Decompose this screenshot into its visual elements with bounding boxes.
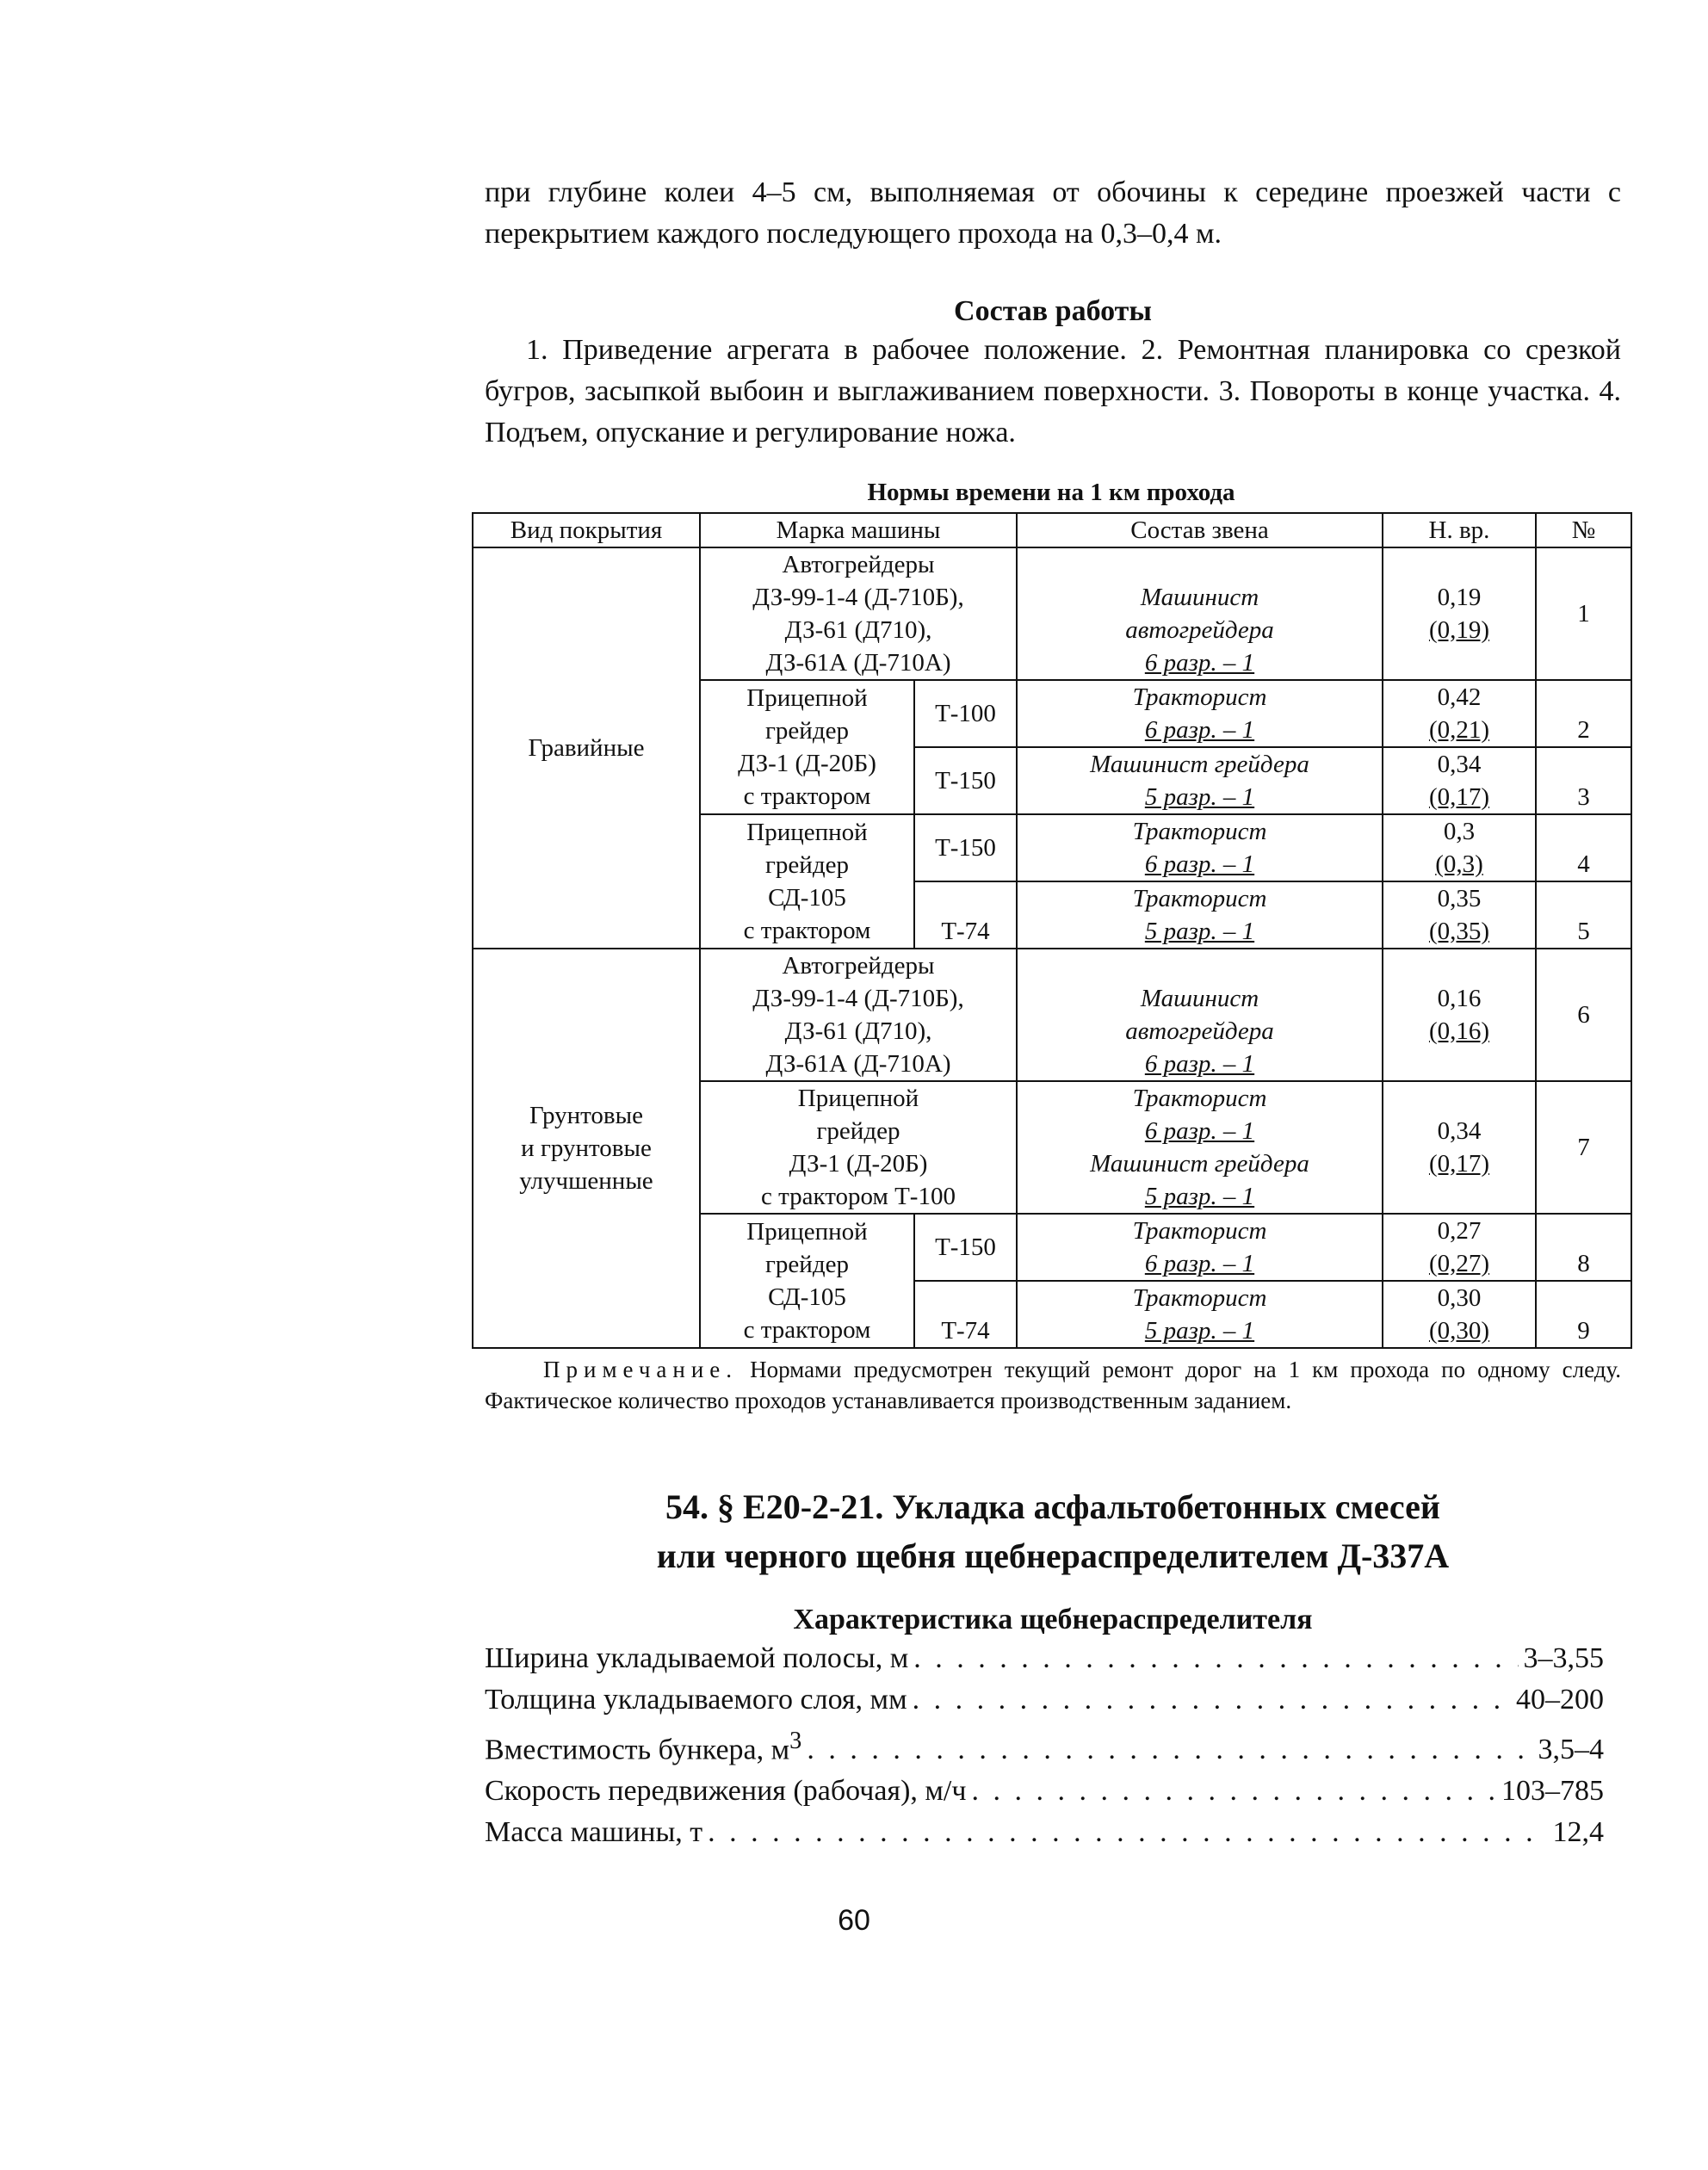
machine-line: ДЗ-61 (Д710), — [784, 1017, 932, 1045]
spec-leader-dots — [913, 1638, 1518, 1679]
norm-paren-value: (0,17) — [1428, 1150, 1490, 1178]
norm-paren-value: (0,30) — [1428, 1317, 1490, 1345]
machine-line: ДЗ-61 (Д710), — [784, 616, 932, 644]
crew-line: 6 разр. – 1 — [1144, 1050, 1255, 1078]
coverage-cell — [473, 949, 700, 1348]
crew-line: автогрейдера — [1125, 616, 1274, 644]
machine-line: СД-105 — [768, 1283, 846, 1311]
norm-value: 0,34 — [1437, 1117, 1482, 1145]
crew-cell — [1017, 680, 1383, 747]
crew-line: Тракторист — [1132, 1085, 1267, 1112]
characteristics-list — [485, 1638, 1604, 1853]
machine-line: Прицепной — [746, 819, 868, 846]
norm-cell — [1383, 949, 1536, 1081]
tractor-cell: Т-150 — [914, 1214, 1017, 1281]
machine-line: ДЗ-1 (Д-20Б) — [738, 750, 876, 777]
norm-value: 0,19 — [1437, 584, 1482, 611]
number-cell: 1 — [1536, 547, 1631, 680]
spec-row — [485, 1679, 1604, 1721]
note-text: Нормами предусмотрен текущий ремонт дорог на 1 км прохода по одному следу. Фактическое количество проходов устанавливается производственным заданием. — [485, 1357, 1621, 1413]
crew-cell — [1017, 1281, 1383, 1348]
machine-line: Автогрейдеры — [782, 952, 935, 980]
norm-paren-value: (0,19) — [1428, 616, 1490, 644]
number-cell: 3 — [1536, 747, 1631, 814]
crew-line: Тракторист — [1132, 885, 1267, 912]
coverage-label: Гравийные — [528, 734, 645, 762]
crew-line: Машинист — [1140, 584, 1259, 611]
number-cell: 4 — [1536, 814, 1631, 881]
spec-value: 3–3,55 — [1523, 1642, 1604, 1674]
number-cell: 9 — [1536, 1281, 1631, 1348]
spec-label: Вместимость бункера, м — [485, 1734, 790, 1766]
crew-line: 5 разр. – 1 — [1144, 1317, 1255, 1345]
spec-leader-dots — [913, 1679, 1511, 1721]
spec-value: 3,5–4 — [1538, 1734, 1604, 1766]
table-header-row — [473, 513, 1631, 547]
crew-line: 6 разр. – 1 — [1144, 716, 1255, 744]
spec-value: 40–200 — [1516, 1684, 1604, 1716]
crew-line: Машинист грейдера — [1090, 751, 1309, 778]
norm-cell — [1383, 1081, 1536, 1214]
number-cell: 8 — [1536, 1214, 1631, 1281]
spec-label-wrap — [485, 1721, 801, 1771]
tractor-cell: Т-74 — [914, 881, 1017, 949]
norm-paren-value: (0,21) — [1428, 716, 1490, 744]
machine-line: Прицепной — [797, 1085, 919, 1112]
crew-line: Машинист грейдера — [1090, 1150, 1309, 1178]
crew-line: 6 разр. – 1 — [1144, 1250, 1255, 1277]
machine-cell — [700, 814, 914, 949]
crew-cell — [1017, 949, 1383, 1081]
spec-label-superscript: 3 — [789, 1728, 802, 1754]
header-machine: Марка машины — [700, 513, 1017, 547]
page-number: 60 — [838, 1904, 870, 1937]
work-composition-text: 1. Приведение агрегата в рабочее положение. 2. Ремонтная планировка со срезкой бугров, засыпкой выбоин и выглаживанием поверхности. 3. Повороты в конце участка. 4. Подъем, опускание и регулирование ножа. — [485, 334, 1621, 448]
machine-line: Автогрейдеры — [782, 551, 935, 578]
characteristics-title: Характеристика щебнераспределителя — [793, 1604, 1313, 1635]
machine-cell — [700, 547, 1017, 680]
machine-line: с трактором — [743, 917, 871, 944]
machine-line: с трактором — [743, 1316, 871, 1344]
machine-line: ДЗ-61А (Д-710А) — [765, 649, 951, 677]
machine-cell — [700, 949, 1017, 1081]
number-cell: 7 — [1536, 1081, 1631, 1214]
table-row — [473, 547, 1631, 680]
spec-value: 103–785 — [1501, 1775, 1604, 1808]
header-number: № — [1536, 513, 1631, 547]
coverage-line: улучшенные — [519, 1167, 653, 1195]
table-row — [473, 949, 1631, 1081]
norm-cell — [1383, 1214, 1536, 1281]
norm-value: 0,34 — [1437, 751, 1482, 778]
intro-paragraph: при глубине колеи 4–5 см, выполняемая от обочины к середине проезжей части с перекрытием каждого последующего прохода на 0,3–0,4 м. — [485, 176, 1621, 250]
table-note — [485, 1354, 1621, 1416]
machine-cell — [700, 1081, 1017, 1214]
work-composition-title: Состав работы — [954, 295, 1152, 327]
number-cell: 2 — [1536, 680, 1631, 747]
coverage-line: и грунтовые — [521, 1134, 652, 1162]
crew-line: Тракторист — [1132, 1284, 1267, 1312]
machine-line: Прицепной — [746, 1218, 868, 1246]
spec-row — [485, 1638, 1604, 1679]
machine-line: ДЗ-99-1-4 (Д-710Б), — [752, 584, 964, 611]
header-coverage: Вид покрытия — [473, 513, 700, 547]
norm-cell — [1383, 881, 1536, 949]
spec-value: 12,4 — [1552, 1816, 1604, 1849]
crew-cell — [1017, 814, 1383, 881]
crew-line: 5 разр. – 1 — [1144, 1183, 1255, 1210]
crew-cell — [1017, 881, 1383, 949]
machine-cell — [700, 680, 914, 814]
section-title-line: или черного щебня щебнераспределителем Д-337А — [656, 1536, 1450, 1575]
time-norms-table — [472, 512, 1632, 1349]
section-title-line: 54. § Е20-2-21. Укладка асфальтобетонных смесей — [665, 1487, 1440, 1526]
crew-line: Тракторист — [1132, 683, 1267, 711]
tractor-cell: Т-150 — [914, 747, 1017, 814]
norm-value: 0,30 — [1437, 1284, 1482, 1312]
coverage-cell — [473, 547, 700, 949]
machine-line: грейдер — [816, 1117, 900, 1145]
crew-line: Тракторист — [1132, 818, 1267, 845]
machine-cell — [700, 1214, 914, 1348]
norm-cell — [1383, 814, 1536, 881]
spec-label: Ширина укладываемой полосы, м — [485, 1642, 909, 1674]
norm-value: 0,27 — [1437, 1217, 1482, 1245]
tractor-cell: Т-150 — [914, 814, 1017, 881]
crew-cell — [1017, 547, 1383, 680]
crew-line: 5 разр. – 1 — [1144, 783, 1255, 811]
spec-leader-dots — [708, 1812, 1547, 1853]
crew-cell — [1017, 1214, 1383, 1281]
crew-cell — [1017, 747, 1383, 814]
norm-value: 0,35 — [1437, 885, 1482, 912]
norm-value: 0,3 — [1443, 818, 1476, 845]
spec-row — [485, 1812, 1604, 1853]
crew-line: автогрейдера — [1125, 1017, 1274, 1045]
coverage-line: Грунтовые — [529, 1102, 643, 1129]
norm-paren-value: (0,17) — [1428, 783, 1490, 811]
norm-paren-value: (0,16) — [1428, 1017, 1490, 1045]
spec-label: Скорость передвижения (рабочая), м/ч — [485, 1775, 967, 1808]
crew-line: 6 разр. – 1 — [1144, 850, 1255, 878]
header-norm: Н. вр. — [1383, 513, 1536, 547]
table-caption: Нормы времени на 1 км прохода — [867, 479, 1235, 506]
section-title — [485, 1482, 1621, 1580]
norm-paren-value: (0,35) — [1428, 918, 1490, 945]
machine-line: грейдер — [765, 1251, 849, 1278]
norm-cell — [1383, 547, 1536, 680]
tractor-cell: Т-100 — [914, 680, 1017, 747]
header-crew: Состав звена — [1017, 513, 1383, 547]
number-cell: 5 — [1536, 881, 1631, 949]
machine-line: ДЗ-99-1-4 (Д-710Б), — [752, 985, 964, 1012]
norm-paren-value: (0,3) — [1435, 850, 1483, 878]
norm-value: 0,16 — [1437, 985, 1482, 1012]
spec-row — [485, 1771, 1604, 1812]
norm-cell — [1383, 680, 1536, 747]
tractor-cell: Т-74 — [914, 1281, 1017, 1348]
norm-paren-value: (0,27) — [1428, 1250, 1490, 1277]
note-label: Примечание. — [543, 1357, 739, 1382]
crew-line: Машинист — [1140, 985, 1259, 1012]
machine-line: Прицепной — [746, 684, 868, 712]
spec-leader-dots — [807, 1729, 1532, 1771]
machine-line: с трактором — [743, 782, 871, 810]
spec-label: Толщина укладываемого слоя, мм — [485, 1684, 907, 1716]
machine-line: ДЗ-61А (Д-710А) — [765, 1050, 951, 1078]
machine-line: грейдер — [765, 717, 849, 745]
number-cell: 6 — [1536, 949, 1631, 1081]
spec-leader-dots — [971, 1771, 1496, 1812]
spec-label: Масса машины, т — [485, 1816, 703, 1849]
machine-line: с трактором Т-100 — [761, 1183, 956, 1210]
norm-cell — [1383, 1281, 1536, 1348]
crew-line: 6 разр. – 1 — [1144, 1117, 1255, 1145]
machine-line: грейдер — [765, 851, 849, 879]
spec-row — [485, 1721, 1604, 1771]
crew-line: 5 разр. – 1 — [1144, 918, 1255, 945]
crew-line: Тракторист — [1132, 1217, 1267, 1245]
crew-cell — [1017, 1081, 1383, 1214]
norm-cell — [1383, 747, 1536, 814]
machine-line: ДЗ-1 (Д-20Б) — [789, 1150, 928, 1178]
norm-value: 0,42 — [1437, 683, 1482, 711]
machine-line: СД-105 — [768, 884, 846, 912]
crew-line: 6 разр. – 1 — [1144, 649, 1255, 677]
